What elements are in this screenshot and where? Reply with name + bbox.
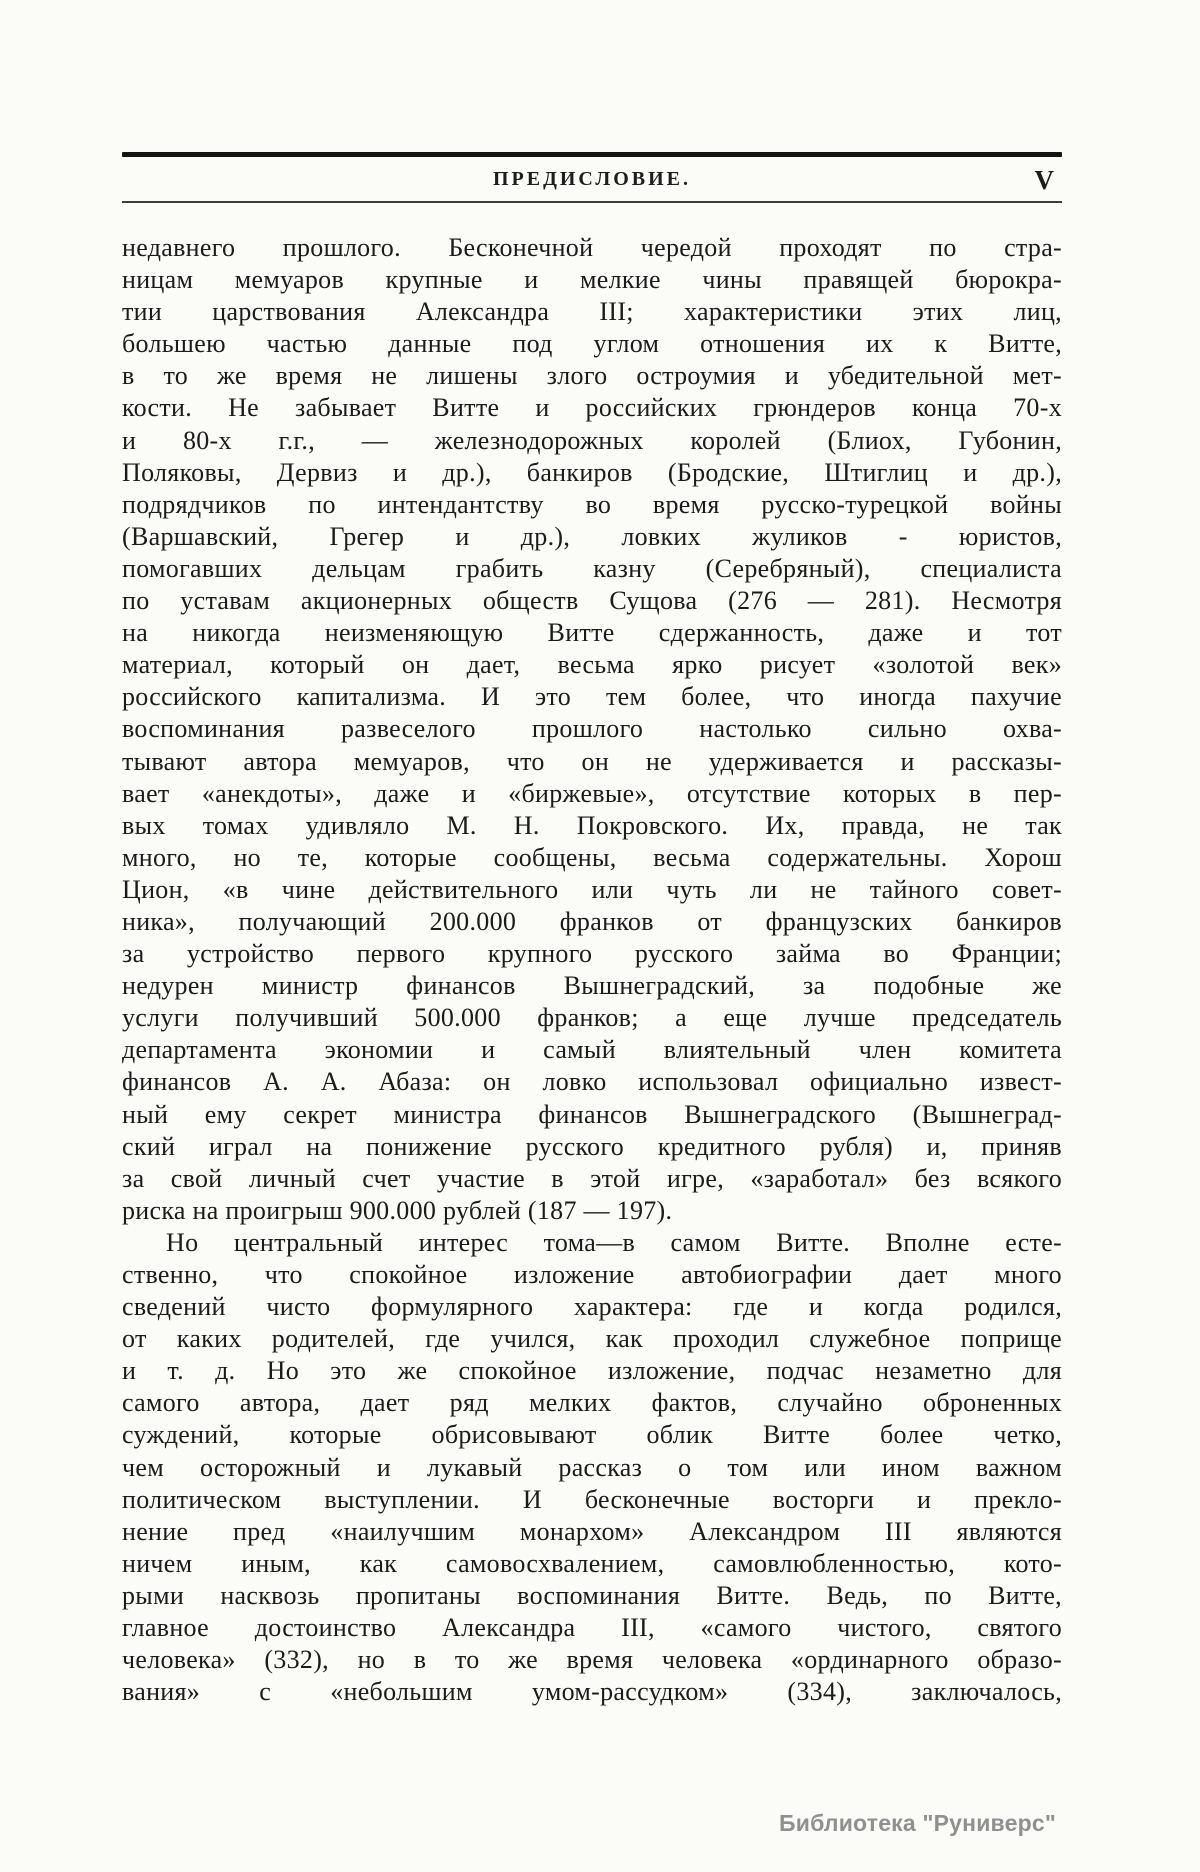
paragraph — [122, 232, 1062, 1227]
text-line: (Варшавский, Грегер и др.), ловких жуликов - юристов, — [122, 521, 1062, 551]
text-line: вых томах удивляло М. Н. Покровского. Их, правда, не так — [122, 810, 1062, 840]
text-line: сведений чисто формулярного характера: где и когда родился, — [122, 1292, 1062, 1322]
text-line: ственно, что спокойное изложение автобиографии дает много — [122, 1260, 1062, 1289]
text-line: самого автора, дает ряд мелких фактов, случайно оброненных — [122, 1388, 1062, 1418]
text-line: и 80-х г.г., — железнодорожных королей (Блиох, Губонин, — [122, 425, 1062, 455]
text-line: и т. д. Но это же спокойное изложение, подчас незаметно для — [122, 1356, 1062, 1386]
page-content — [122, 152, 1062, 1708]
text-line: в то же время не лишены злого остроумия и убедительной мет- — [122, 361, 1062, 391]
text-line: ный ему секрет министра финансов Вышнеградского (Вышнеград- — [122, 1099, 1062, 1129]
text-line: ничем иным, как самовосхвалением, самовлюбленностью, кото- — [122, 1548, 1062, 1578]
text-line: вает «анекдоты», даже и «биржевые», отсутствие которых в пер- — [122, 778, 1062, 808]
text-line: ницам мемуаров крупные и мелкие чины правящей бюрокра- — [122, 265, 1062, 295]
paragraph — [122, 1227, 1062, 1708]
text-line: нение пред «наилучшим монархом» Александром III являются — [122, 1516, 1062, 1546]
text-line: человека» (332), но в то же время человека «ординарного образо- — [122, 1645, 1062, 1675]
text-line: чем осторожный и лукавый рассказ о том или ином важном — [122, 1452, 1062, 1482]
text-line: за устройство первого крупного русского займа во Франции; — [122, 939, 1062, 969]
text-line: финансов А. А. Абаза: он ловко использовал официально извест- — [122, 1067, 1062, 1097]
text-line: риска на проигрыш 900.000 рублей (187 — 197). — [122, 1195, 673, 1225]
text-line: воспоминания развеселого прошлого настолько сильно охва- — [122, 714, 1062, 744]
text-line: по уставам акционерных обществ Сущова (276 — 281). Несмотря — [122, 586, 1062, 616]
text-line: недурен министр финансов Вышнеградский, за подобные же — [122, 971, 1062, 1001]
text-line: подрядчиков по интендантству во время русско-турецкой войны — [122, 489, 1062, 519]
text-line: тии царствования Александра III; характеристики этих лиц, — [122, 297, 1062, 327]
page-number: V — [1034, 165, 1054, 195]
header-rule-thin — [122, 201, 1062, 203]
text-block — [122, 232, 1062, 1708]
text-line: помогавших дельцам грабить казну (Серебряный), специалиста — [122, 553, 1062, 583]
text-line: суждений, которые обрисовывают облик Витте более четко, — [122, 1420, 1062, 1450]
text-line: за свой личный счет участие в этой игре, «заработал» без всякого — [122, 1163, 1062, 1193]
text-line: политическом выступлении. И бесконечные восторги и прекло- — [122, 1484, 1062, 1514]
text-line: большею частью данные под углом отношения их к Витте, — [122, 329, 1062, 359]
text-line: ский играл на понижение русского кредитного рубля) и, приняв — [122, 1131, 1062, 1161]
text-line: кости. Не забывает Витте и российских грюндеров конца 70-х — [122, 393, 1062, 423]
text-line: Поляковы, Дервиз и др.), банкиров (Бродские, Штиглиц и др.), — [122, 457, 1062, 487]
text-line: услуги получивший 500.000 франков; а еще лучше председатель — [122, 1003, 1062, 1033]
text-line: вания» с «небольшим умом-рассудком» (334), заключалось, — [122, 1677, 1062, 1707]
text-line: от каких родителей, где учился, как проходил служебное поприще — [122, 1324, 1062, 1354]
text-line: главное достоинство Александра III, «самого чистого, святого — [122, 1613, 1062, 1643]
text-line: на никогда неизменяющую Витте сдержанность, даже и тот — [122, 618, 1062, 648]
text-line: департамента экономии и самый влиятельный член комитета — [122, 1035, 1062, 1065]
text-line: Но центральный интерес тома—в самом Витте. Вполне есте- — [166, 1227, 1062, 1257]
text-line: тывают автора мемуаров, что он не удерживается и рассказы- — [122, 746, 1062, 776]
text-line: Цион, «в чине действительного или чуть ли не тайного совет- — [122, 874, 1062, 904]
text-line: ника», получающий 200.000 франков от французских банкиров — [122, 906, 1062, 936]
text-line: рыми насквозь пропитаны воспоминания Витте. Ведь, по Витте, — [122, 1580, 1062, 1610]
text-line: российского капитализма. И это тем более, что иногда пахучие — [122, 682, 1062, 712]
page-header — [122, 157, 1062, 201]
text-line: недавнего прошлого. Бесконечной чередой проходят по стра- — [122, 233, 1062, 262]
page-title: ПРЕДИСЛОВИЕ. — [492, 167, 692, 190]
text-line: материал, который он дает, весьма ярко рисует «золотой век» — [122, 650, 1062, 680]
footer-watermark: Библиотека "Руниверс" — [779, 1810, 1056, 1836]
text-line: много, но те, которые сообщены, весьма содержательны. Хорош — [122, 842, 1062, 872]
